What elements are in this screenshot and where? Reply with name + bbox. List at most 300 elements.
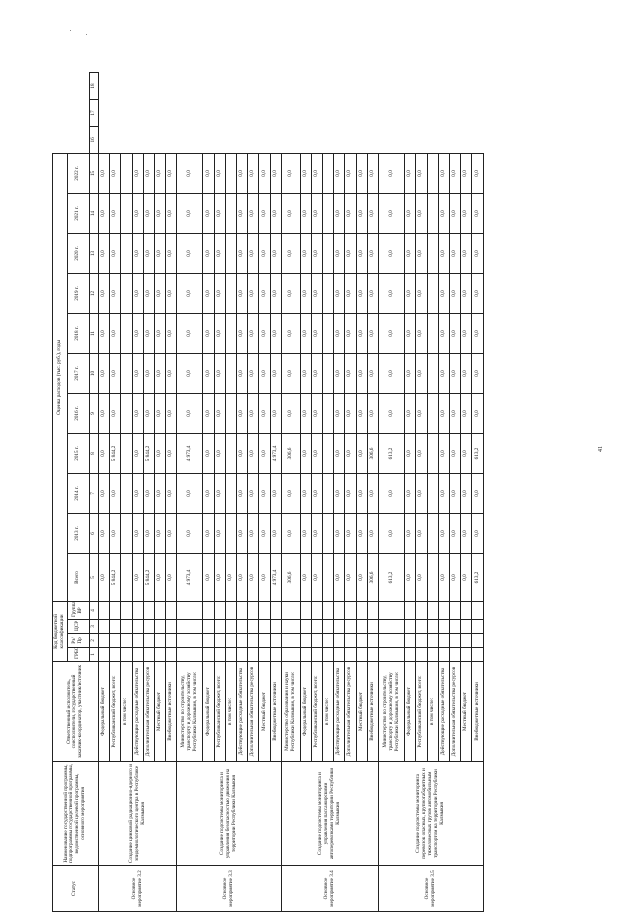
row-year-value: 0,0 bbox=[154, 193, 165, 233]
budget-code-cell bbox=[300, 648, 311, 662]
row-year-value: 0,0 bbox=[177, 473, 203, 513]
row-total: 5 844,2 bbox=[110, 553, 121, 601]
row-year-value: 0,0 bbox=[438, 313, 449, 353]
row-year-value: 0,0 bbox=[98, 353, 109, 393]
row-year-value: 0,0 bbox=[154, 273, 165, 313]
row-total: 5 844,2 bbox=[143, 553, 154, 601]
budget-code-cell bbox=[225, 634, 236, 648]
budget-code-cell bbox=[143, 601, 154, 619]
row-year-value: 0,0 bbox=[237, 433, 248, 473]
row-year-value: 0,0 bbox=[334, 273, 345, 313]
row-status: Основное мероприятие 3.5 bbox=[378, 866, 483, 912]
row-year-value: 0,0 bbox=[311, 313, 322, 353]
budget-code-cell bbox=[214, 648, 225, 662]
budget-code-cell bbox=[334, 601, 345, 619]
row-year-value: 0,0 bbox=[405, 153, 416, 193]
budget-code-cell bbox=[237, 648, 248, 662]
row-year-value bbox=[121, 313, 132, 353]
row-year-value: 0,0 bbox=[166, 473, 177, 513]
row-year-value: 0,0 bbox=[203, 233, 214, 273]
budget-code-cell bbox=[300, 634, 311, 648]
row-year-value: 0,0 bbox=[461, 153, 472, 193]
row-year-value: 0,0 bbox=[237, 313, 248, 353]
row-year-value: 0,0 bbox=[405, 353, 416, 393]
budget-code-cell bbox=[110, 648, 121, 662]
row-year-value: 4 973,4 bbox=[177, 433, 203, 473]
row-year-value: 0,0 bbox=[248, 153, 259, 193]
row-source-label: Действующие расходные обязательства bbox=[334, 662, 345, 762]
budget-code-cell bbox=[311, 601, 322, 619]
row-year-value: 0,0 bbox=[143, 353, 154, 393]
row-year-value: 0,0 bbox=[143, 193, 154, 233]
row-year-value: 0,0 bbox=[438, 153, 449, 193]
row-year-value: 5 844,2 bbox=[143, 433, 154, 473]
row-year-value: 0,0 bbox=[334, 513, 345, 553]
col-num: 3 bbox=[89, 620, 98, 634]
row-year-value: 0,0 bbox=[405, 273, 416, 313]
budget-code-cell bbox=[345, 601, 356, 619]
row-measure-name: Создание подсистемы мониторинга перевозок опасных, крупногабаритных и тяжеловесных грузов автомобильным транспортом на территории Республики Калмыкия bbox=[378, 762, 483, 866]
row-total bbox=[427, 553, 438, 601]
col-num: 16 bbox=[89, 126, 98, 153]
row-year-value: 0,0 bbox=[110, 473, 121, 513]
budget-code-cell bbox=[248, 601, 259, 619]
budget-code-cell bbox=[259, 648, 270, 662]
header-year: 2020 г. bbox=[67, 233, 89, 273]
header-rzpr: Рз/Пр bbox=[67, 634, 89, 648]
row-year-value: 0,0 bbox=[378, 233, 404, 273]
row-year-value: 0,0 bbox=[166, 193, 177, 233]
row-year-value: 0,0 bbox=[405, 313, 416, 353]
row-year-value: 0,0 bbox=[177, 513, 203, 553]
row-year-value: 0,0 bbox=[472, 393, 484, 433]
header-year: 2016 г. bbox=[67, 393, 89, 433]
budget-code-cell bbox=[378, 648, 404, 662]
row-year-value: 0,0 bbox=[248, 393, 259, 433]
row-year-value bbox=[121, 473, 132, 513]
row-year-value: 0,0 bbox=[367, 153, 378, 193]
row-total: 0,0 bbox=[405, 553, 416, 601]
row-source-label: Дополнительная обязательства ресурсов bbox=[345, 662, 356, 762]
row-year-value: 613,2 bbox=[378, 433, 404, 473]
header-vr: Группа ВР bbox=[67, 601, 89, 619]
row-year-value: 0,0 bbox=[177, 193, 203, 233]
row-total bbox=[322, 553, 333, 601]
row-year-value: 0,0 bbox=[416, 393, 427, 433]
row-year-value: 0,0 bbox=[367, 393, 378, 433]
row-year-value: 0,0 bbox=[259, 513, 270, 553]
row-year-value bbox=[427, 513, 438, 553]
col-num: 11 bbox=[89, 313, 98, 353]
row-year-value: 0,0 bbox=[143, 513, 154, 553]
row-year-value: 0,0 bbox=[270, 153, 281, 193]
budget-code-cell bbox=[270, 634, 281, 648]
row-year-value: 0,0 bbox=[334, 233, 345, 273]
row-year-value: 0,0 bbox=[281, 273, 300, 313]
row-year-value: 0,0 bbox=[110, 313, 121, 353]
row-year-value: 0,0 bbox=[449, 153, 460, 193]
row-year-value bbox=[121, 153, 132, 193]
budget-code-cell bbox=[203, 601, 214, 619]
budget-code-cell bbox=[143, 634, 154, 648]
budget-code-cell bbox=[300, 620, 311, 634]
budget-code-cell bbox=[98, 648, 109, 662]
header-year: 2022 г. bbox=[67, 153, 89, 193]
row-year-value: 0,0 bbox=[259, 313, 270, 353]
budget-code-cell bbox=[472, 634, 484, 648]
budget-code-cell bbox=[132, 601, 143, 619]
budget-code-cell bbox=[334, 648, 345, 662]
header-estimate: Оценка расходов (тыс. руб.), годы bbox=[53, 153, 68, 601]
budget-code-cell bbox=[237, 620, 248, 634]
row-year-value: 0,0 bbox=[237, 233, 248, 273]
row-year-value bbox=[121, 233, 132, 273]
row-year-value: 0,0 bbox=[438, 433, 449, 473]
table-row bbox=[378, 73, 404, 912]
row-year-value: 0,0 bbox=[300, 273, 311, 313]
row-source-label: Министерство по строительству, транспорту и дорожному хозяйству Республики Калмыкия, в том числе: bbox=[378, 662, 404, 762]
budget-code-cell bbox=[438, 601, 449, 619]
row-year-value: 0,0 bbox=[300, 353, 311, 393]
budget-code-cell bbox=[203, 648, 214, 662]
row-year-value: 0,0 bbox=[177, 353, 203, 393]
budget-code-cell bbox=[154, 620, 165, 634]
header-budget-class: Код бюджетной классификации bbox=[53, 601, 68, 661]
row-year-value: 0,0 bbox=[405, 513, 416, 553]
row-year-value bbox=[322, 153, 333, 193]
row-measure-name: Создание подсистемы мониторинга и управления безопасностью движения на территории Республики Калмыкия bbox=[177, 762, 282, 866]
row-year-value: 0,0 bbox=[416, 513, 427, 553]
row-status: Основное мероприятие 3.2 bbox=[98, 866, 176, 912]
row-year-value: 0,0 bbox=[449, 513, 460, 553]
col-num: 7 bbox=[89, 473, 98, 513]
row-year-value: 0,0 bbox=[378, 473, 404, 513]
row-year-value: 0,0 bbox=[416, 193, 427, 233]
row-year-value: 0,0 bbox=[166, 273, 177, 313]
row-total: 0,0 bbox=[203, 553, 214, 601]
row-source-label: Федеральный бюджет bbox=[405, 662, 416, 762]
row-year-value: 0,0 bbox=[143, 473, 154, 513]
budget-code-cell bbox=[98, 620, 109, 634]
row-year-value: 0,0 bbox=[438, 193, 449, 233]
budget-code-cell bbox=[461, 601, 472, 619]
row-total: 0,0 bbox=[214, 553, 225, 601]
budget-code-cell bbox=[143, 648, 154, 662]
row-year-value: 0,0 bbox=[98, 153, 109, 193]
budget-code-cell bbox=[356, 601, 367, 619]
row-source-label: Дополнительная обязательства ресурсов bbox=[449, 662, 460, 762]
budget-code-cell bbox=[225, 648, 236, 662]
header-year: 2017 г. bbox=[67, 353, 89, 393]
row-source-label: Внебюджетные источники bbox=[166, 662, 177, 762]
row-year-value: 0,0 bbox=[378, 153, 404, 193]
budget-code-cell bbox=[322, 648, 333, 662]
row-year-value: 0,0 bbox=[214, 513, 225, 553]
budget-code-cell bbox=[311, 634, 322, 648]
budget-code-cell bbox=[281, 620, 300, 634]
budget-code-cell bbox=[367, 601, 378, 619]
row-year-value: 0,0 bbox=[378, 313, 404, 353]
row-year-value: 0,0 bbox=[237, 513, 248, 553]
row-year-value bbox=[322, 433, 333, 473]
row-year-value: 0,0 bbox=[259, 153, 270, 193]
row-year-value: 0,0 bbox=[334, 473, 345, 513]
row-year-value: 0,0 bbox=[281, 353, 300, 393]
row-year-value: 0,0 bbox=[214, 193, 225, 233]
budget-code-cell bbox=[214, 634, 225, 648]
row-year-value: 0,0 bbox=[472, 313, 484, 353]
row-year-value: 306,6 bbox=[367, 433, 378, 473]
row-year-value: 0,0 bbox=[166, 153, 177, 193]
row-year-value: 0,0 bbox=[449, 233, 460, 273]
row-source-label: Республиканский бюджет, всего: bbox=[416, 662, 427, 762]
col-num: 8 bbox=[89, 433, 98, 473]
budget-code-cell bbox=[121, 620, 132, 634]
row-year-value: 0,0 bbox=[416, 353, 427, 393]
row-year-value: 0,0 bbox=[367, 313, 378, 353]
budget-code-cell bbox=[449, 634, 460, 648]
budget-code-cell bbox=[416, 634, 427, 648]
row-year-value: 0,0 bbox=[154, 313, 165, 353]
row-year-value: 0,0 bbox=[270, 353, 281, 393]
row-year-value: 0,0 bbox=[416, 153, 427, 193]
budget-code-cell bbox=[248, 620, 259, 634]
row-year-value: 0,0 bbox=[334, 353, 345, 393]
row-year-value: 4 973,4 bbox=[270, 433, 281, 473]
row-year-value: 0,0 bbox=[472, 233, 484, 273]
row-total: 0,0 bbox=[166, 553, 177, 601]
row-year-value bbox=[225, 273, 236, 313]
budget-code-cell bbox=[177, 601, 203, 619]
row-year-value: 0,0 bbox=[248, 233, 259, 273]
row-year-value: 0,0 bbox=[461, 393, 472, 433]
table-row bbox=[98, 73, 109, 912]
row-year-value: 0,0 bbox=[214, 433, 225, 473]
row-year-value: 0,0 bbox=[472, 513, 484, 553]
budget-code-cell bbox=[121, 634, 132, 648]
row-measure-name: Создание цинковой радиационно-ядерного и эпидемиологического центра в Республике Калмыкия bbox=[98, 762, 176, 866]
row-year-value: 0,0 bbox=[248, 193, 259, 233]
row-year-value: 5 844,2 bbox=[110, 433, 121, 473]
row-year-value: 0,0 bbox=[438, 353, 449, 393]
budget-code-cell bbox=[203, 620, 214, 634]
row-year-value: 0,0 bbox=[214, 393, 225, 433]
row-year-value: 0,0 bbox=[177, 153, 203, 193]
header-name: Наименование государственной программы, подпрограммы государственной программы, ведомственной целевой программы, основного мероприятия bbox=[53, 762, 99, 866]
budget-code-cell bbox=[154, 601, 165, 619]
row-year-value: 0,0 bbox=[214, 313, 225, 353]
budget-code-cell bbox=[98, 634, 109, 648]
table-body bbox=[98, 73, 483, 912]
budget-code-cell bbox=[225, 601, 236, 619]
row-year-value bbox=[225, 473, 236, 513]
row-year-value: 0,0 bbox=[334, 393, 345, 433]
row-year-value: 0,0 bbox=[177, 393, 203, 433]
row-year-value bbox=[322, 233, 333, 273]
row-year-value: 0,0 bbox=[143, 273, 154, 313]
row-year-value bbox=[427, 473, 438, 513]
row-source-label: в том числе: bbox=[121, 662, 132, 762]
budget-code-cell bbox=[110, 601, 121, 619]
budget-code-cell bbox=[405, 648, 416, 662]
row-total: 0,0 bbox=[311, 553, 322, 601]
row-total: 0,0 bbox=[132, 553, 143, 601]
budget-code-cell bbox=[214, 620, 225, 634]
budget-code-cell bbox=[110, 620, 121, 634]
row-year-value: 0,0 bbox=[237, 473, 248, 513]
row-year-value: 0,0 bbox=[438, 513, 449, 553]
row-total bbox=[121, 553, 132, 601]
budget-code-cell bbox=[345, 620, 356, 634]
budget-code-cell bbox=[110, 634, 121, 648]
row-year-value bbox=[427, 273, 438, 313]
row-year-value: 0,0 bbox=[154, 393, 165, 433]
row-year-value: 0,0 bbox=[203, 273, 214, 313]
row-year-value: 0,0 bbox=[311, 473, 322, 513]
budget-code-cell bbox=[416, 648, 427, 662]
row-year-value: 0,0 bbox=[237, 393, 248, 433]
row-year-value: 0,0 bbox=[98, 513, 109, 553]
row-year-value: 0,0 bbox=[98, 193, 109, 233]
row-year-value: 0,0 bbox=[237, 273, 248, 313]
row-year-value: 0,0 bbox=[132, 193, 143, 233]
row-year-value: 0,0 bbox=[214, 233, 225, 273]
row-year-value: 0,0 bbox=[270, 313, 281, 353]
row-year-value: 0,0 bbox=[248, 433, 259, 473]
row-year-value: 0,0 bbox=[203, 153, 214, 193]
col-num: 13 bbox=[89, 233, 98, 273]
budget-code-cell bbox=[311, 620, 322, 634]
row-year-value: 0,0 bbox=[461, 513, 472, 553]
row-year-value: 0,0 bbox=[270, 473, 281, 513]
col-num: 17 bbox=[89, 99, 98, 126]
row-source-label: Дополнительная обязательства ресурсов bbox=[143, 662, 154, 762]
row-year-value: 0,0 bbox=[166, 513, 177, 553]
row-total: 613,2 bbox=[472, 553, 484, 601]
scan-speck bbox=[86, 34, 87, 35]
row-year-value: 0,0 bbox=[132, 393, 143, 433]
row-year-value bbox=[427, 193, 438, 233]
budget-code-cell bbox=[270, 601, 281, 619]
row-year-value: 0,0 bbox=[356, 353, 367, 393]
row-total: 0,0 bbox=[300, 553, 311, 601]
budget-code-cell bbox=[367, 648, 378, 662]
row-year-value: 0,0 bbox=[334, 433, 345, 473]
row-year-value: 0,0 bbox=[132, 353, 143, 393]
row-year-value: 0,0 bbox=[416, 313, 427, 353]
budget-code-cell bbox=[281, 601, 300, 619]
row-year-value: 0,0 bbox=[177, 273, 203, 313]
table-row bbox=[281, 73, 300, 912]
row-year-value: 0,0 bbox=[166, 353, 177, 393]
row-year-value: 0,0 bbox=[214, 473, 225, 513]
row-year-value: 0,0 bbox=[110, 393, 121, 433]
row-year-value: 0,0 bbox=[248, 273, 259, 313]
row-year-value: 0,0 bbox=[154, 433, 165, 473]
row-year-value: 0,0 bbox=[356, 513, 367, 553]
budget-code-cell bbox=[214, 601, 225, 619]
row-year-value: 0,0 bbox=[311, 513, 322, 553]
row-year-value: 0,0 bbox=[214, 273, 225, 313]
row-year-value bbox=[121, 513, 132, 553]
row-year-value bbox=[121, 433, 132, 473]
budget-code-cell bbox=[281, 648, 300, 662]
row-total: 0,0 bbox=[438, 553, 449, 601]
row-year-value: 0,0 bbox=[461, 273, 472, 313]
col-num: 9 bbox=[89, 393, 98, 433]
row-total: 0,0 bbox=[259, 553, 270, 601]
budget-code-cell bbox=[472, 601, 484, 619]
row-year-value: 0,0 bbox=[110, 513, 121, 553]
row-year-value: 0,0 bbox=[300, 393, 311, 433]
col-num: 18 bbox=[89, 73, 98, 100]
row-year-value: 0,0 bbox=[311, 193, 322, 233]
row-total: 0,0 bbox=[334, 553, 345, 601]
row-total: 0,0 bbox=[461, 553, 472, 601]
row-source-label: в том числе: bbox=[225, 662, 236, 762]
row-year-value: 0,0 bbox=[367, 273, 378, 313]
row-year-value: 0,0 bbox=[345, 233, 356, 273]
budget-code-cell bbox=[416, 620, 427, 634]
row-year-value: 0,0 bbox=[378, 513, 404, 553]
scan-speck bbox=[70, 30, 71, 31]
row-year-value: 0,0 bbox=[281, 513, 300, 553]
budget-code-cell bbox=[177, 620, 203, 634]
row-year-value: 0,0 bbox=[300, 153, 311, 193]
col-num: 6 bbox=[89, 513, 98, 553]
row-year-value bbox=[225, 353, 236, 393]
row-year-value bbox=[322, 513, 333, 553]
budget-code-cell bbox=[166, 620, 177, 634]
row-year-value: 0,0 bbox=[405, 233, 416, 273]
row-year-value: 0,0 bbox=[378, 393, 404, 433]
row-total: 0,0 bbox=[225, 553, 236, 601]
budget-code-cell bbox=[438, 634, 449, 648]
col-num: 14 bbox=[89, 193, 98, 233]
row-year-value: 0,0 bbox=[356, 393, 367, 433]
row-year-value: 0,0 bbox=[300, 233, 311, 273]
budget-code-cell bbox=[259, 620, 270, 634]
budget-code-cell bbox=[427, 634, 438, 648]
budget-code-cell bbox=[121, 601, 132, 619]
budget-code-cell bbox=[356, 634, 367, 648]
row-year-value: 0,0 bbox=[98, 313, 109, 353]
row-year-value: 0,0 bbox=[166, 393, 177, 433]
row-year-value: 0,0 bbox=[472, 473, 484, 513]
budget-code-cell bbox=[177, 648, 203, 662]
row-source-label: Действующие расходные обязательства bbox=[132, 662, 143, 762]
row-year-value: 0,0 bbox=[143, 153, 154, 193]
row-year-value: 0,0 bbox=[449, 433, 460, 473]
row-total: 306,6 bbox=[367, 553, 378, 601]
row-year-value bbox=[225, 393, 236, 433]
col-num: 12 bbox=[89, 273, 98, 313]
row-year-value bbox=[322, 353, 333, 393]
budget-code-cell bbox=[367, 620, 378, 634]
header-year: 2021 г. bbox=[67, 193, 89, 233]
row-source-label: Федеральный бюджет bbox=[203, 662, 214, 762]
row-year-value: 0,0 bbox=[248, 353, 259, 393]
row-year-value: 0,0 bbox=[248, 473, 259, 513]
row-source-label: Дополнительная обязательства ресурсов bbox=[248, 662, 259, 762]
row-total: 0,0 bbox=[98, 553, 109, 601]
row-source-label: Республиканский бюджет, всего: bbox=[110, 662, 121, 762]
row-source-label: Федеральный бюджет bbox=[300, 662, 311, 762]
row-year-value: 0,0 bbox=[110, 273, 121, 313]
budget-code-cell bbox=[203, 634, 214, 648]
row-year-value bbox=[225, 193, 236, 233]
row-year-value: 0,0 bbox=[311, 153, 322, 193]
